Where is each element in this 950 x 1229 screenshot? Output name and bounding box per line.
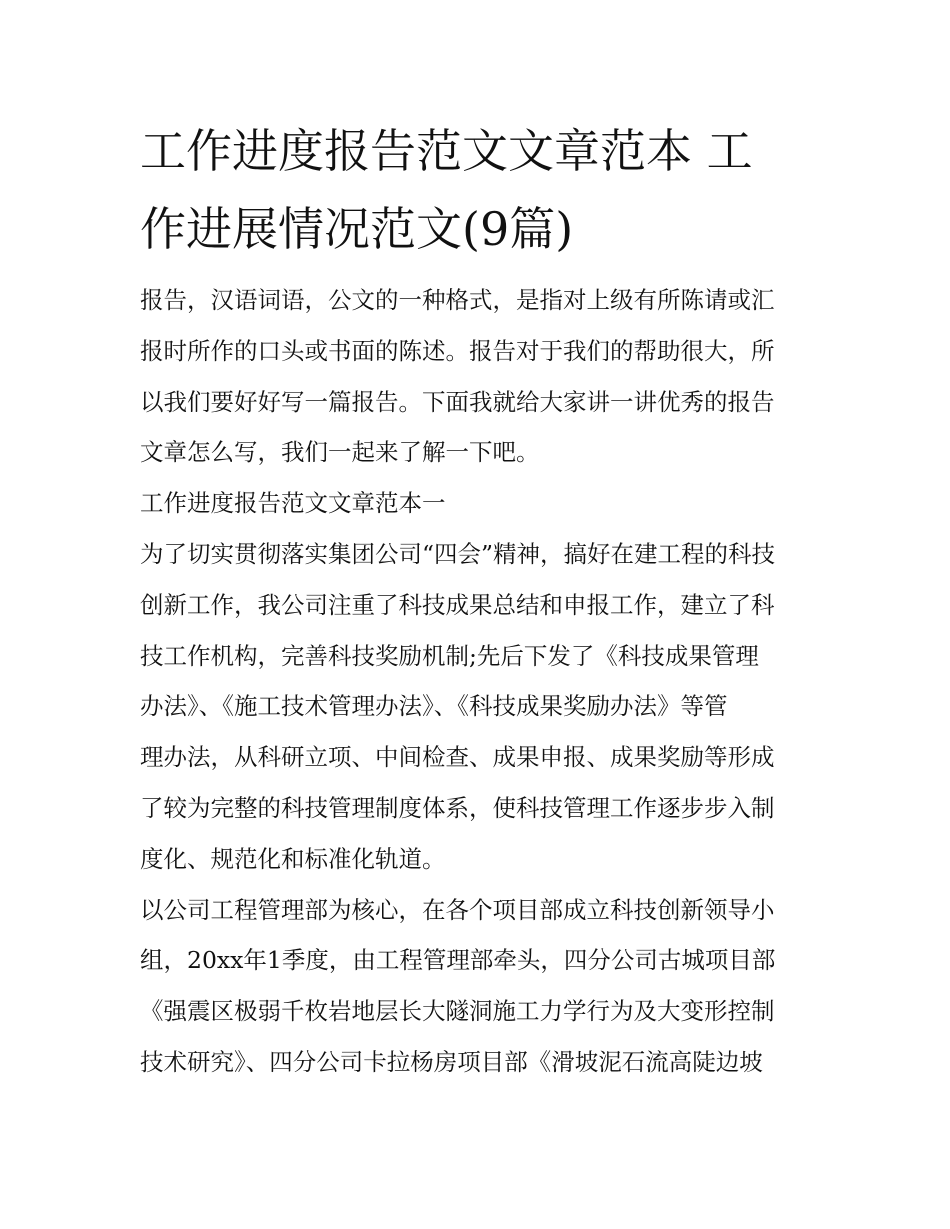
text-line: 了较为完整的科技管理制度体系，使科技管理工作逐步步入制 bbox=[140, 793, 775, 822]
text-line: 创新工作，我公司注重了科技成果总结和申报工作，建立了科 bbox=[140, 590, 775, 619]
text-line: 技工作机构，完善科技奖励机制;先后下发了《科技成果管理 bbox=[140, 641, 759, 670]
paragraph bbox=[140, 529, 840, 885]
text-line: 《强震区极弱千枚岩地层长大隧洞施工力学行为及大变形控制 bbox=[140, 997, 775, 1026]
text-line: 组，20xx年1季度，由工程管理部牵头，四分公司古城项目部 bbox=[140, 946, 776, 975]
text-line: 文章怎么写，我们一起来了解一下吧。 bbox=[140, 438, 540, 467]
text-line: 以我们要好好写一篇报告。下面我就给大家讲一讲优秀的报告 bbox=[140, 387, 775, 416]
text-line: 度化、规范化和标准化轨道。 bbox=[140, 844, 446, 873]
text-line: 以公司工程管理部为核心，在各个项目部成立科技创新领导小 bbox=[140, 895, 775, 924]
paragraph bbox=[140, 885, 840, 1088]
text-line: 技术研究》、四分公司卡拉杨房项目部《滑坡泥石流高陡边坡 bbox=[140, 1047, 763, 1076]
text-line: 理办法，从科研立项、中间检查、成果申报、成果奖励等形成 bbox=[140, 743, 775, 772]
document-body bbox=[140, 275, 840, 1088]
title-line: 工作进度报告范文文章范本 工 bbox=[140, 124, 753, 178]
title-line: 作进展情况范文(9篇) bbox=[140, 202, 574, 256]
text-line: 为了切实贯彻落实集团公司“四会”精神，搞好在建工程的科技 bbox=[140, 539, 776, 568]
text-line: 工作进度报告范文文章范本一 bbox=[140, 489, 446, 518]
document-title bbox=[140, 112, 840, 268]
paragraph bbox=[140, 275, 840, 478]
text-line: 办法》、《施工技术管理办法》、《科技成果奖励办法》等管 bbox=[140, 692, 728, 721]
text-line: 报时所作的口头或书面的陈述。报告对于我们的帮助很大，所 bbox=[140, 336, 775, 365]
text-line: 报告，汉语词语，公文的一种格式，是指对上级有所陈请或汇 bbox=[140, 286, 775, 314]
paragraph bbox=[140, 478, 840, 529]
